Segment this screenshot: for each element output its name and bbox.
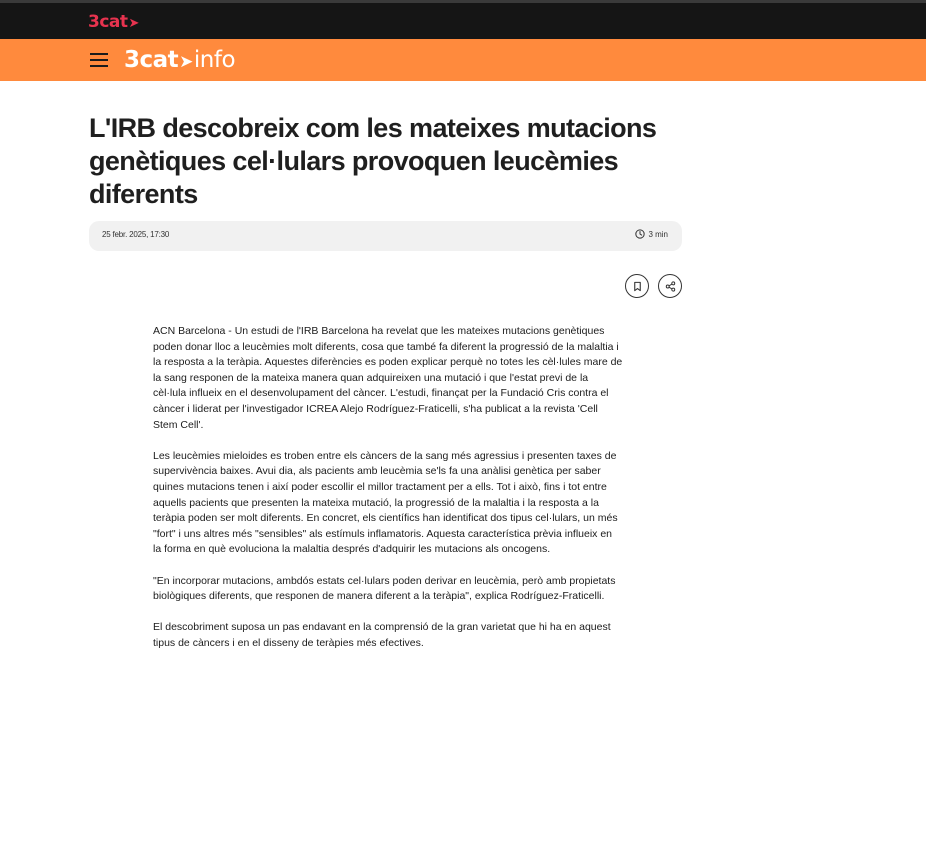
article-body — [153, 324, 623, 662]
share-icon — [665, 281, 676, 292]
3catinfo-logo[interactable]: 3cat➤info — [124, 47, 236, 73]
article-paragraph: ACN Barcelona - Un estudi de l'IRB Barcelona ha revelat que les mateixes mutacions genètiques poden donar lloc a leucèmies molt diferents, cosa que també fa diferent la progressió de la malaltia i la resposta a la teràpia. Aquestes diferències es poden explicar perquè no totes les cèl·lules mare de la sang responen de la mateixa manera quan adquireixen una mutació i que l'estat previ de la cèl·lula influeix en el desenvolupament del càncer. L'estudi, finançat per la Fundació Cris contra el càncer i liderat per l'investigador ICREA Alejo Rodríguez-Fraticelli, s'ha publicat a la revista 'Cell Stem Cell'. — [153, 325, 623, 431]
section-bar — [0, 39, 926, 81]
3cat-logo[interactable]: 3cat➤ — [88, 12, 139, 32]
bookmark-button[interactable] — [625, 274, 649, 298]
read-time-label: 3 min — [648, 229, 668, 239]
top-bar — [0, 0, 926, 39]
article-meta-bar — [89, 221, 682, 251]
article-actions — [625, 274, 682, 298]
article-paragraph: El descobriment suposa un pas endavant en la comprensió de la gran varietat que hi ha en aquest tipus de càncers i en el disseny de teràpies més efectives. — [153, 621, 611, 649]
share-button[interactable] — [658, 274, 682, 298]
publish-date: 25 febr. 2025, 17:30 — [102, 230, 170, 239]
menu-icon[interactable] — [90, 52, 108, 68]
read-time — [635, 229, 668, 239]
article-paragraph: Les leucèmies mieloides es troben entre els càncers de la sang més agressius i presenten taxes de supervivència baixes. Avui dia, als pacients amb leucèmia se'ls fa una anàlisi genètica per saber quines mutacions tenen i així poder escollir el millor tractament per a ells. Tot i això, fins i tot entre aquells pacients que presenten la mateixa mutació, la progressió de la malaltia i la resposta a la teràpia poden ser molt diferents. En concret, els científics han identificat dos tipus cel·lulars, un més "fort" i uns altres més "sensibles" als estímuls inflamatoris. Aquesta característica prèvia influeix en la forma en què evoluciona la malaltia després d'adquirir les mutacions als oncogens. — [153, 449, 618, 556]
article-title: L'IRB descobreix com les mateixes mutacions genètiques cel·lulars provoquen leucèmies diferents — [89, 113, 657, 209]
article-paragraph: "En incorporar mutacions, ambdós estats cel·lulars poden derivar en leucèmia, però amb propietats biològiques diferents, que responen de manera diferent a la teràpia", explica Rodríguez-Fraticelli. — [153, 574, 616, 603]
clock-icon — [635, 229, 645, 239]
bookmark-icon — [632, 281, 643, 292]
